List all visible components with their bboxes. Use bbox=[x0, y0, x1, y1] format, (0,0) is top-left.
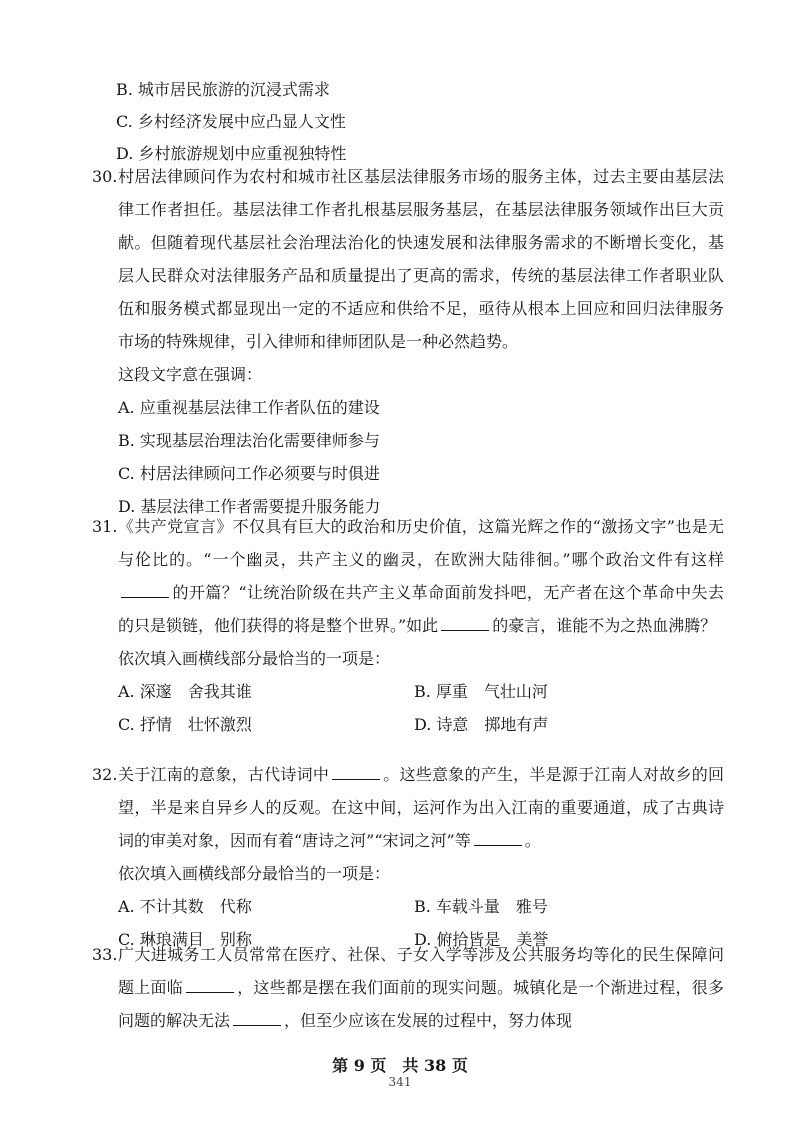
option-c: C. 村居法律顾问工作必须要与时俱进 bbox=[118, 464, 380, 483]
question-number: 33. bbox=[92, 945, 118, 964]
answer-blank bbox=[474, 829, 522, 846]
option-b: B. 车载斗量 雅号 bbox=[414, 897, 548, 916]
page-indicator: 第 9 页 共 38 页 bbox=[332, 1056, 468, 1075]
options-row bbox=[118, 675, 724, 708]
answer-blank bbox=[332, 763, 380, 780]
question-30 bbox=[92, 160, 724, 523]
q29-option-c: C. 乡村经济发展中应凸显人文性 bbox=[116, 112, 346, 131]
question-stem: 关于江南的意象，古代诗词中 。这些意象的产生，半是源于江南人对故乡的回望，半是来自异乡人的反观。在这中间，运河作为出入江南的重要通道，成了古典诗词的审美对象，因而有着“唐诗之河”“宋词之河”等 。 bbox=[118, 765, 724, 850]
option-a: A. 应重视基层法律工作者队伍的建设 bbox=[118, 398, 380, 417]
question-31 bbox=[92, 510, 724, 741]
question-number: 30. bbox=[92, 167, 118, 186]
question-prompt: 这段文字意在强调： bbox=[118, 365, 263, 384]
options-row bbox=[118, 890, 724, 923]
option-a: A. 深邃 舍我其谁 bbox=[118, 682, 252, 701]
q29-option-b: B. 城市居民旅游的沉浸式需求 bbox=[116, 80, 330, 99]
q29-option-d: D. 乡村旅游规划中应重视独特性 bbox=[116, 144, 347, 163]
answer-blank bbox=[186, 976, 234, 993]
answer-blank bbox=[121, 581, 169, 598]
question-32 bbox=[92, 758, 724, 956]
page-number: 341 bbox=[388, 1075, 412, 1089]
options-row bbox=[118, 708, 724, 741]
option-b: B. 厚重 气壮山河 bbox=[414, 682, 548, 701]
option-c: C. 抒情 壮怀激烈 bbox=[118, 715, 252, 734]
question-number: 31. bbox=[92, 517, 118, 536]
question-prompt: 依次填入画横线部分最恰当的一项是： bbox=[118, 864, 391, 883]
option-c: C. 琳琅满目 别称 bbox=[118, 930, 252, 949]
question-stem: 《共产党宣言》不仅具有巨大的政治和历史价值，这篇光辉之作的“激扬文字”也是无与伦比的。“一个幽灵，共产主义的幽灵，在欧洲大陆徘徊。”哪个政治文件有这样的开篇？“让统治阶级在共产主义革命面前发抖吧，无产者在这个革命中失去的只是锁链，他们获得的将是整个世界。”如此 的豪言，谁能不为之热血沸腾？ bbox=[118, 517, 724, 635]
question-stem: 村居法律顾问作为农村和城市社区基层法律服务市场的服务主体，过去主要由基层法律工作者担任。基层法律工作者扎根基层服务基层，在基层法律服务领域作出巨大贡献。但随着现代基层社会治理法治化的快速发展和法律服务需求的不断增长变化，基层人民群众对法律服务产品和质量提出了更高的需求，传统的基层法律工作者职业队伍和服务模式都显现出一定的不适应和供给不足，亟待从根本上回应和回归法律服务市场的特殊规律，引入律师和律师团队是一种必然趋势。 bbox=[118, 167, 724, 351]
option-b: B. 实现基层治理法治化需要律师参与 bbox=[118, 431, 380, 450]
option-a: A. 不计其数 代称 bbox=[118, 897, 252, 916]
question-33 bbox=[92, 938, 724, 1037]
answer-blank bbox=[441, 614, 489, 631]
question-prompt: 依次填入画横线部分最恰当的一项是： bbox=[118, 649, 391, 668]
option-d: D. 基层法律工作者需要提升服务能力 bbox=[118, 497, 381, 516]
question-stem: 广大进城务工人员常常在医疗、社保、子女入学等涉及公共服务均等化的民生保障问题上面临 ，这些都是摆在我们面前的现实问题。城镇化是一个渐进过程，很多问题的解决无法 ，但至少应该在发展的过程中，努力体现 bbox=[118, 945, 724, 1030]
option-d: D. 诗意 掷地有声 bbox=[414, 715, 549, 734]
option-d: D. 俯拾皆是 美誉 bbox=[414, 930, 549, 949]
answer-blank bbox=[233, 1009, 281, 1026]
question-number: 32. bbox=[92, 765, 118, 784]
